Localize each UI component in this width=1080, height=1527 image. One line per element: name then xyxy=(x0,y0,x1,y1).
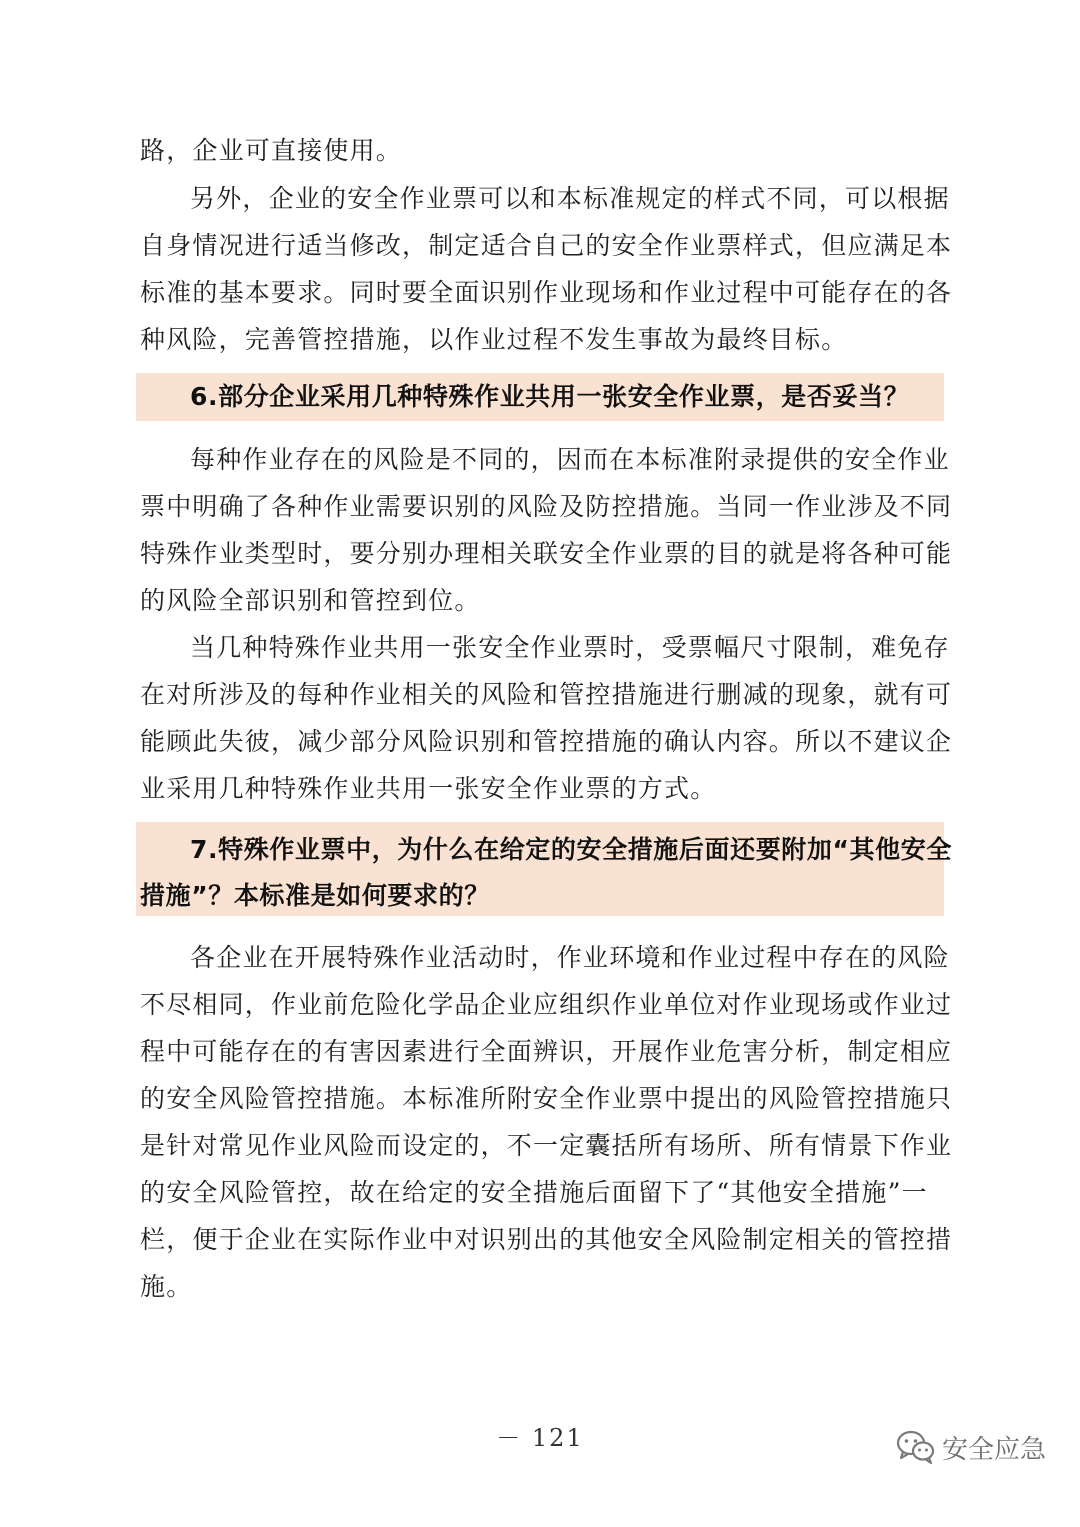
paragraph-line: 自身情况进行适当修改，制定适合自己的安全作业票样式，但应满足本 xyxy=(140,231,953,260)
paragraph-line: 程中可能存在的有害因素进行全面辨识，开展作业危害分析，制定相应 xyxy=(140,1037,953,1066)
heading-text: 7.特殊作业票中，为什么在给定的安全措施后面还要附加“其他安全 xyxy=(190,835,952,864)
paragraph-line: 在对所涉及的每种作业相关的风险和管控措施进行删减的现象，就有可 xyxy=(140,680,953,709)
paragraph-line: 每种作业存在的风险是不同的，因而在本标准附录提供的安全作业 xyxy=(190,445,950,474)
watermark xyxy=(896,1425,1046,1469)
page-number: － 121 xyxy=(496,1424,584,1452)
wechat-icon xyxy=(896,1429,936,1465)
paragraph-line: 是针对常见作业风险而设定的，不一定囊括所有场所、所有情景下作业 xyxy=(140,1131,953,1160)
question-heading-6 xyxy=(136,373,944,421)
heading-text: 措施”？本标准是如何要求的？ xyxy=(140,881,490,910)
paragraph-line: 种风险，完善管控措施，以作业过程不发生事故为最终目标。 xyxy=(140,325,848,354)
paragraph-line: 标准的基本要求。同时要全面识别作业现场和作业过程中可能存在的各 xyxy=(140,278,953,307)
paragraph-line: 另外，企业的安全作业票可以和本标准规定的样式不同，可以根据 xyxy=(190,184,950,213)
paragraph-line: 业采用几种特殊作业共用一张安全作业票的方式。 xyxy=(140,774,717,803)
paragraph-line: 各企业在开展特殊作业活动时，作业环境和作业过程中存在的风险 xyxy=(190,943,950,972)
paragraph-line: 当几种特殊作业共用一张安全作业票时，受票幅尺寸限制，难免存 xyxy=(190,633,950,662)
paragraph-line: 栏，便于企业在实际作业中对识别出的其他安全风险制定相关的管控措 xyxy=(140,1225,953,1254)
paragraph-line: 能顾此失彼，减少部分风险识别和管控措施的确认内容。所以不建议企 xyxy=(140,727,953,756)
paragraph-line: 的安全风险管控，故在给定的安全措施后面留下了“其他安全措施”一 xyxy=(140,1178,928,1207)
paragraph-line: 票中明确了各种作业需要识别的风险及防控措施。当同一作业涉及不同 xyxy=(140,492,953,521)
heading-text: 6.部分企业采用几种特殊作业共用一张安全作业票，是否妥当？ xyxy=(190,382,910,411)
watermark-text: 安全应急 xyxy=(942,1434,1047,1465)
paragraph-line: 的风险全部识别和管控到位。 xyxy=(140,586,481,615)
paragraph-line: 施。 xyxy=(140,1272,193,1301)
paragraph-line: 的安全风险管控措施。本标准所附安全作业票中提出的风险管控措施只 xyxy=(140,1084,953,1113)
paragraph-line: 路，企业可直接使用。 xyxy=(140,136,403,165)
paragraph-line: 不尽相同，作业前危险化学品企业应组织作业单位对作业现场或作业过 xyxy=(140,990,953,1019)
question-heading-7 xyxy=(136,822,952,916)
paragraph-line: 特殊作业类型时，要分别办理相关联安全作业票的目的就是将各种可能 xyxy=(140,539,953,568)
